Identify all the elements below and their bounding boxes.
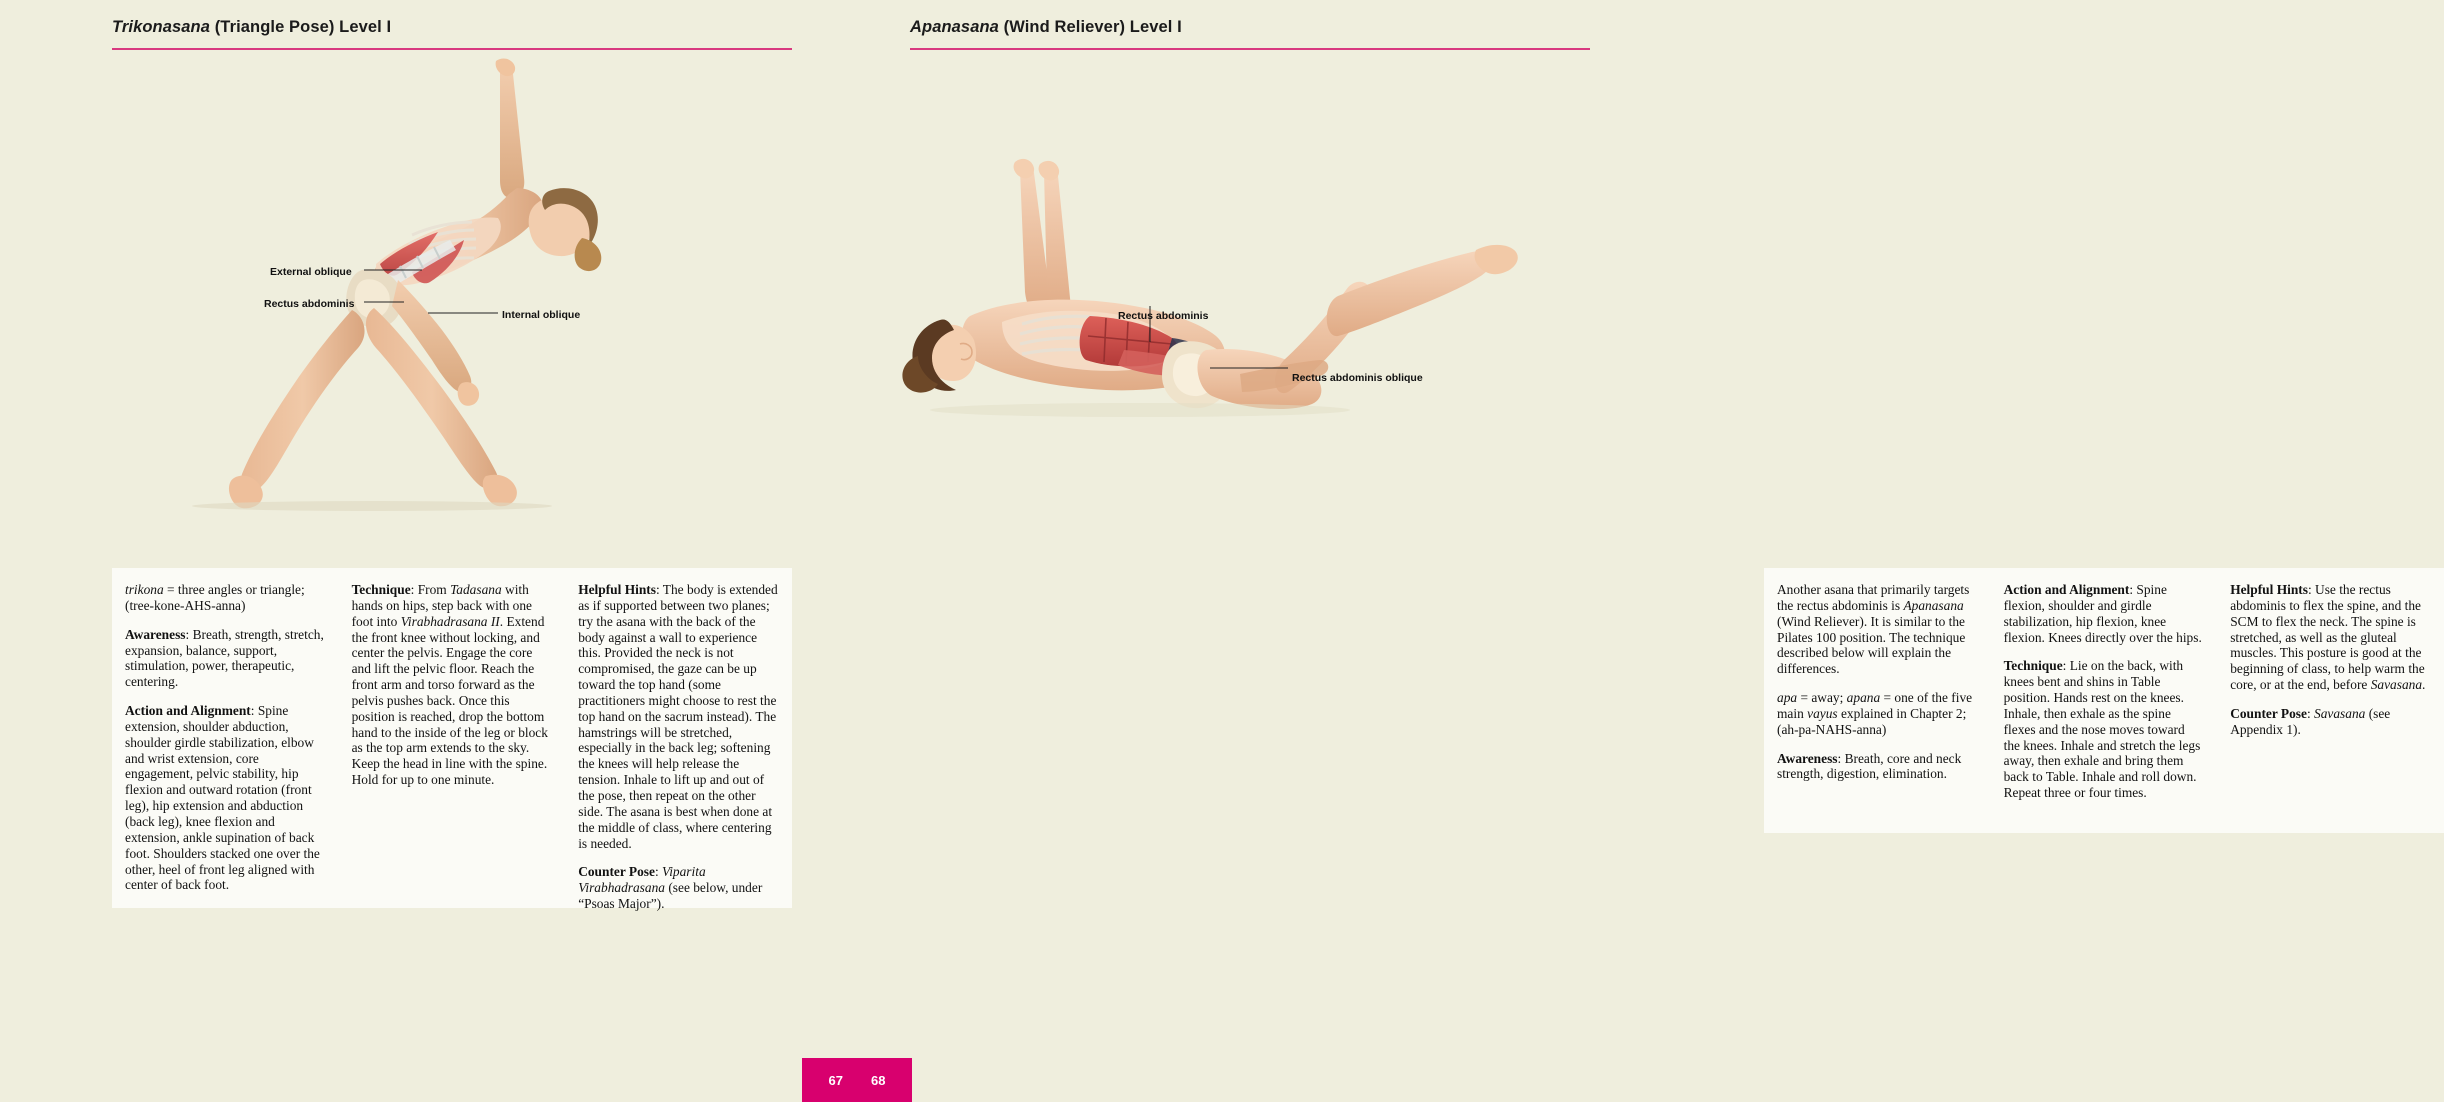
text-run: (see Appendix 1). — [2230, 705, 2391, 737]
callout-internal-oblique: Internal oblique — [502, 309, 581, 321]
text-run-bold: Counter Pose — [578, 864, 655, 880]
text-run-bold: Awareness — [125, 626, 186, 642]
text-run: : Spine flexion, shoulder and girdle stabilization, hip flexion, knee flexion. Knees directly over the hips. — [2003, 582, 2202, 645]
text-run-italic: Tadasana — [450, 582, 502, 597]
text-run: = three angles or triangle; (tree-kone-AHS-anna) — [125, 582, 305, 613]
right-column-3 — [2217, 582, 2444, 823]
text-run: : The body is extended as if supported between two planes; try the asana with the back of the body against a wall to experience this. Provided the neck is not compromised, the gaze can be up toward the top hand (some practitioners might choose to rest the top hand on the sacrum instead). The hamstrings will be stretched, especially in the back leg; softening the knees will help release the tension. Inhale to lift up and out of the pose, then repeat on the other side. The asana is best when done at the middle of class, where centering is needed. — [578, 582, 778, 851]
paragraph — [1777, 582, 1978, 677]
text-run: : Breath, strength, stretch, expansion, balance, support, stimulation, power, therapeutic, centering. — [125, 626, 324, 690]
paragraph — [578, 864, 779, 912]
callout-rectus-abdominis-text: Rectus abdominis — [1118, 310, 1209, 322]
text-run: : Lie on the back, with knees bent and shins in Table position. Hands rest on the knees. Inhale, then exhale as the spine flexes and the nose moves toward the knees. Inhale and stretch the legs away, then exhale and bring them back to Table. Inhale and roll down. Repeat three or four times. — [2003, 658, 2201, 801]
text-run: (see below, under “Psoas Major”). — [578, 880, 763, 912]
text-run: : From — [410, 582, 451, 597]
text-run-bold: Helpful Hints — [2230, 582, 2308, 597]
text-run-bold: Helpful Hints — [578, 582, 656, 597]
wind-reliever-figure-svg — [910, 110, 1590, 510]
page-title-right-rest: (Wind Reliever) Level I — [998, 18, 1182, 36]
paragraph — [2230, 582, 2431, 693]
paragraph — [1777, 690, 1978, 738]
text-run-italic: trikona — [125, 582, 164, 597]
callout-external-oblique: External oblique — [270, 266, 352, 278]
paragraph — [125, 582, 326, 614]
text-run: : — [2306, 705, 2315, 721]
text-run: . — [2422, 677, 2426, 693]
page-right — [862, 0, 2426, 1102]
paragraph — [125, 627, 326, 690]
text-run: . Extend the front knee without locking, and center the pelvis. Engage the core and lift the pelvic floor. Reach the front arm and torso forward as the pelvis pushes back. Once this position is reached, drop the bottom hand to the inside of the leg or block as the top arm extends to the sky. Keep the head in line with the spine. Hold for up to one minute. — [351, 613, 548, 788]
paragraph — [2230, 706, 2431, 738]
callout-rectus-abdominis: Rectus abdominis — [264, 298, 355, 310]
text-run-italic: apa — [1777, 690, 1798, 706]
page-number-left: 67 — [828, 1072, 843, 1088]
right-column-1 — [1764, 582, 1991, 823]
text-run: : Use the rectus abdominis to flex the spine, and the SCM to flex the neck. The spine is stretched, as well as the gluteal muscles. This posture is good at the beginning of class, to help warm the core, or at the end, before — [2230, 582, 2425, 693]
right-column-2 — [1991, 582, 2218, 823]
text-run-bold: Awareness — [1777, 750, 1838, 766]
callout-rectus-abdominis-right — [1118, 310, 1208, 323]
text-run-bold: Technique — [351, 582, 411, 597]
paragraph — [125, 703, 326, 893]
page-title-left-sanskrit: Trikonasana — [112, 18, 211, 36]
left-column-2 — [339, 582, 566, 898]
text-run: Another asana that primarily targets the rectus abdominis is — [1777, 582, 1970, 613]
page-title-left — [112, 18, 391, 37]
text-run: with hands on hips, step back with one foot into — [351, 582, 532, 629]
right-page-text-block — [1764, 568, 2444, 833]
text-run-italic: Savasana — [2314, 705, 2366, 721]
page-title-right — [910, 18, 1182, 37]
page-left — [0, 0, 860, 1102]
page-number-tab — [802, 1058, 912, 1102]
page-number-right: 68 — [871, 1072, 886, 1088]
page-title-right-sanskrit: Apanasana — [910, 18, 999, 36]
triangle-pose-figure-svg — [112, 58, 792, 510]
text-run-italic: Viparita Virabhadrasana — [578, 864, 706, 896]
wind-reliever-illustration — [910, 110, 1590, 510]
text-run-italic: Savasana — [2370, 677, 2423, 693]
paragraph — [352, 582, 553, 788]
triangle-pose-illustration — [112, 58, 792, 510]
text-run-bold: Action and Alignment — [125, 703, 251, 719]
text-run: : Spine extension, shoulder abduction, shoulder girdle stabilization, elbow and wrist extension, core engagement, pelvic stability, hip flexion and outward rotation (front leg), hip extension and abduction (back leg), knee flexion and extension, ankle supination of back foot. Shoulders stacked one over the other, heel of front leg aligned with center of back foot. — [125, 703, 320, 893]
paragraph — [578, 582, 779, 851]
text-run: = one of the five main — [1777, 690, 1973, 721]
text-run: explained in Chapter 2; (ah-pa-NAHS-anna) — [1777, 705, 1967, 737]
text-run-italic: vayus — [1807, 705, 1838, 721]
text-run-bold: Action and Alignment — [2003, 582, 2130, 597]
text-run-italic: Virabhadrasana II — [400, 613, 500, 629]
text-run: : Breath, core and neck strength, digestion, elimination. — [1777, 750, 1962, 782]
left-page-text-block — [112, 568, 792, 912]
paragraph — [2004, 582, 2205, 645]
left-column-1 — [112, 582, 339, 898]
title-rule-left — [112, 48, 792, 50]
callout-rectus-abdominis-oblique: Rectus abdominis oblique — [1292, 372, 1423, 384]
text-run-bold: Technique — [2003, 658, 2063, 674]
text-run: (Wind Reliever). It is similar to the Pilates 100 position. The technique described below will explain the differences. — [1777, 613, 1966, 677]
paragraph — [1777, 751, 1978, 783]
left-column-3 — [565, 582, 792, 912]
text-run: = away; — [1797, 690, 1847, 706]
text-run-italic: apana — [1846, 690, 1881, 706]
text-run: : — [654, 864, 663, 880]
text-run-italic: Apanasana — [1903, 597, 1964, 613]
page-title-left-rest: (Triangle Pose) Level I — [210, 18, 392, 36]
title-rule-right — [910, 48, 1590, 50]
text-run-bold: Counter Pose — [2230, 705, 2307, 721]
paragraph — [2004, 658, 2205, 801]
